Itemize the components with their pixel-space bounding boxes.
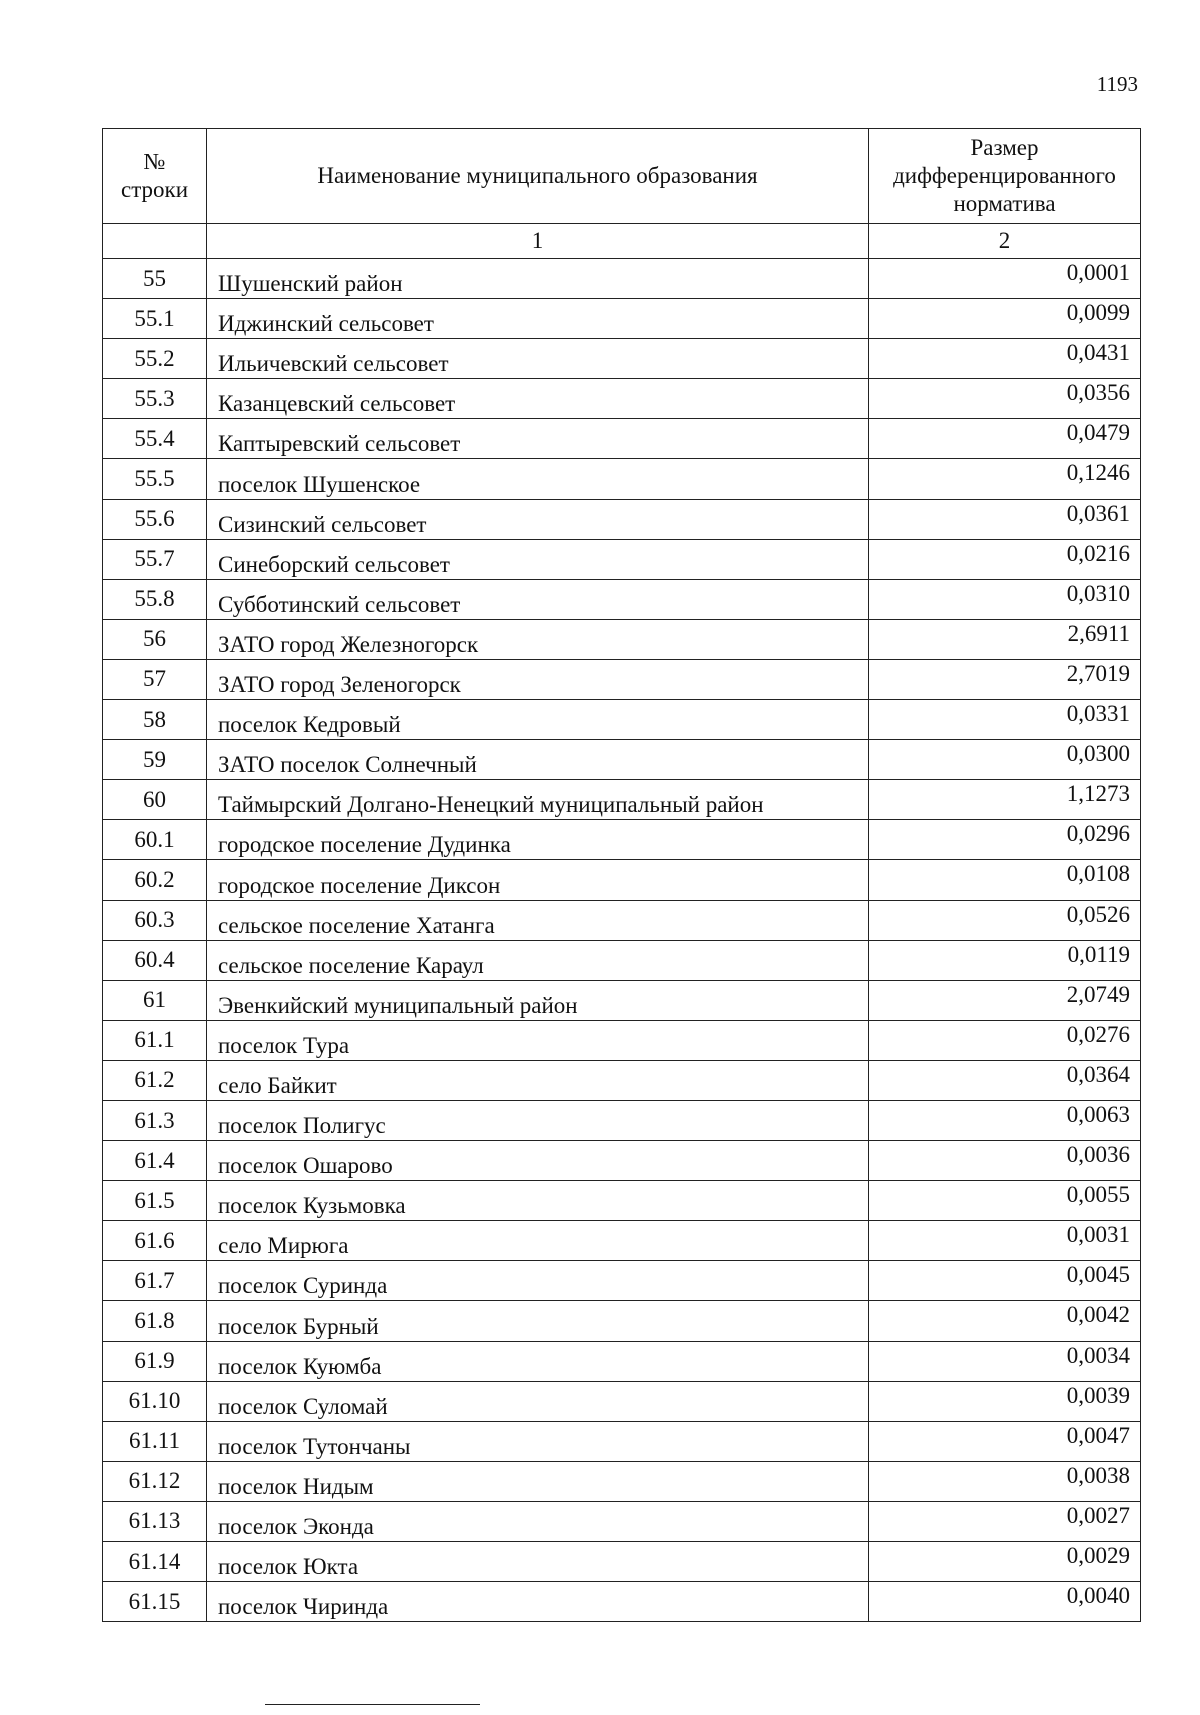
municipality-name: Шушенский район (207, 259, 869, 299)
municipality-name: Синеборский сельсовет (207, 539, 869, 579)
row-number: 57 (103, 659, 207, 699)
row-number: 61.13 (103, 1501, 207, 1541)
municipality-name: Казанцевский сельсовет (207, 379, 869, 419)
municipality-name: поселок Шушенское (207, 459, 869, 499)
municipality-name: поселок Ошарово (207, 1141, 869, 1181)
municipality-name: Субботинский сельсовет (207, 579, 869, 619)
normative-value: 0,0055 (869, 1181, 1141, 1221)
table-row (103, 1341, 1141, 1381)
normative-value: 0,0108 (869, 860, 1141, 900)
row-number: 60.2 (103, 860, 207, 900)
municipality-name: Каптыревский сельсовет (207, 419, 869, 459)
column-index-value: 2 (869, 224, 1141, 259)
header-value-line-1: Размер (970, 135, 1039, 160)
row-number: 61.9 (103, 1341, 207, 1381)
normative-table (102, 128, 1141, 1622)
table-row (103, 860, 1141, 900)
table-row (103, 499, 1141, 539)
table-row (103, 579, 1141, 619)
municipality-name: Иджинский сельсовет (207, 299, 869, 339)
municipality-name: поселок Кузьмовка (207, 1181, 869, 1221)
normative-value: 0,0119 (869, 940, 1141, 980)
normative-value: 0,0031 (869, 1221, 1141, 1261)
row-number: 55.3 (103, 379, 207, 419)
row-number: 60 (103, 780, 207, 820)
table-row (103, 1060, 1141, 1100)
row-number: 58 (103, 700, 207, 740)
table-row (103, 539, 1141, 579)
row-number: 55 (103, 259, 207, 299)
normative-value: 2,6911 (869, 619, 1141, 659)
municipality-name: ЗАТО город Железногорск (207, 619, 869, 659)
normative-value: 0,0276 (869, 1020, 1141, 1060)
row-number: 61.15 (103, 1582, 207, 1622)
table-header-row (103, 129, 1141, 224)
normative-value: 1,1273 (869, 780, 1141, 820)
row-number: 60.3 (103, 900, 207, 940)
normative-value: 0,0300 (869, 740, 1141, 780)
table-row (103, 459, 1141, 499)
normative-value: 2,0749 (869, 980, 1141, 1020)
row-number: 61.11 (103, 1421, 207, 1461)
table-row (103, 780, 1141, 820)
municipality-name: село Байкит (207, 1060, 869, 1100)
normative-value: 0,0364 (869, 1060, 1141, 1100)
normative-value: 0,0431 (869, 339, 1141, 379)
municipality-name: поселок Тура (207, 1020, 869, 1060)
table-row (103, 980, 1141, 1020)
footer-divider (265, 1704, 480, 1705)
normative-value: 0,0047 (869, 1421, 1141, 1461)
table-row (103, 1141, 1141, 1181)
municipality-name: поселок Эконда (207, 1501, 869, 1541)
column-index-row (103, 224, 1141, 259)
municipality-name: поселок Юкта (207, 1542, 869, 1582)
normative-value: 0,1246 (869, 459, 1141, 499)
table-body (103, 259, 1141, 1622)
row-number: 61.12 (103, 1461, 207, 1501)
normative-value: 2,7019 (869, 659, 1141, 699)
municipality-name: поселок Чиринда (207, 1582, 869, 1622)
row-number: 61.8 (103, 1301, 207, 1341)
municipality-name: поселок Куюмба (207, 1341, 869, 1381)
normative-value: 0,0356 (869, 379, 1141, 419)
municipality-name: поселок Нидым (207, 1461, 869, 1501)
row-number: 55.7 (103, 539, 207, 579)
normative-value: 0,0310 (869, 579, 1141, 619)
municipality-name: Таймырский Долгано-Ненецкий муниципальный район (207, 780, 869, 820)
row-number: 60.4 (103, 940, 207, 980)
municipality-name: поселок Суринда (207, 1261, 869, 1301)
row-number: 61.1 (103, 1020, 207, 1060)
table-row (103, 379, 1141, 419)
municipality-name: поселок Полигус (207, 1100, 869, 1140)
table-row (103, 299, 1141, 339)
normative-value: 0,0045 (869, 1261, 1141, 1301)
row-number: 61.2 (103, 1060, 207, 1100)
municipality-name: сельское поселение Караул (207, 940, 869, 980)
row-number: 55.5 (103, 459, 207, 499)
normative-value: 0,0040 (869, 1582, 1141, 1622)
municipality-name: поселок Суломай (207, 1381, 869, 1421)
table-row (103, 1421, 1141, 1461)
table-row (103, 1501, 1141, 1541)
row-number: 55.1 (103, 299, 207, 339)
table-row (103, 1221, 1141, 1261)
normative-value: 0,0036 (869, 1141, 1141, 1181)
normative-value: 0,0027 (869, 1501, 1141, 1541)
header-value-line-2: дифференцированного (893, 163, 1116, 188)
table-row (103, 1100, 1141, 1140)
normative-value: 0,0042 (869, 1301, 1141, 1341)
header-value-line-3: норматива (953, 191, 1056, 216)
row-number: 61.10 (103, 1381, 207, 1421)
row-number: 61.5 (103, 1181, 207, 1221)
table-row (103, 1261, 1141, 1301)
normative-value: 0,0039 (869, 1381, 1141, 1421)
table-row (103, 1301, 1141, 1341)
header-normative-size (869, 129, 1141, 224)
row-number: 60.1 (103, 820, 207, 860)
normative-value: 0,0479 (869, 419, 1141, 459)
normative-value: 0,0038 (869, 1461, 1141, 1501)
table-row (103, 900, 1141, 940)
header-municipality-name: Наименование муниципального образования (207, 129, 869, 224)
municipality-name: Ильичевский сельсовет (207, 339, 869, 379)
municipality-name: городское поселение Дудинка (207, 820, 869, 860)
table-row (103, 1181, 1141, 1221)
normative-value: 0,0063 (869, 1100, 1141, 1140)
table-row (103, 1020, 1141, 1060)
column-index-name: 1 (207, 224, 869, 259)
municipality-name: ЗАТО город Зеленогорск (207, 659, 869, 699)
table-row (103, 1582, 1141, 1622)
table-row (103, 1381, 1141, 1421)
table-row (103, 700, 1141, 740)
row-number: 55.2 (103, 339, 207, 379)
table-row (103, 820, 1141, 860)
row-number: 59 (103, 740, 207, 780)
normative-value: 0,0331 (869, 700, 1141, 740)
normative-value: 0,0216 (869, 539, 1141, 579)
table-row (103, 619, 1141, 659)
table-row (103, 940, 1141, 980)
row-number: 61.14 (103, 1542, 207, 1582)
municipality-name: ЗАТО поселок Солнечный (207, 740, 869, 780)
row-number: 61 (103, 980, 207, 1020)
normative-value: 0,0034 (869, 1341, 1141, 1381)
row-number: 55.8 (103, 579, 207, 619)
municipality-name: городское поселение Диксон (207, 860, 869, 900)
normative-value: 0,0526 (869, 900, 1141, 940)
municipality-name: сельское поселение Хатанга (207, 900, 869, 940)
header-num-symbol: № (143, 149, 166, 174)
row-number: 56 (103, 619, 207, 659)
municipality-name: поселок Кедровый (207, 700, 869, 740)
row-number: 55.6 (103, 499, 207, 539)
row-number: 55.4 (103, 419, 207, 459)
municipality-name: поселок Бурный (207, 1301, 869, 1341)
table-row (103, 659, 1141, 699)
table-row (103, 259, 1141, 299)
normative-value: 0,0001 (869, 259, 1141, 299)
municipality-name: село Мирюга (207, 1221, 869, 1261)
normative-value: 0,0296 (869, 820, 1141, 860)
municipality-name: поселок Тутончаны (207, 1421, 869, 1461)
normative-value: 0,0099 (869, 299, 1141, 339)
normative-value: 0,0361 (869, 499, 1141, 539)
header-row-number (103, 129, 207, 224)
row-number: 61.4 (103, 1141, 207, 1181)
table-row (103, 1461, 1141, 1501)
column-index-num (103, 224, 207, 259)
table-row (103, 419, 1141, 459)
municipality-name: Эвенкийский муниципальный район (207, 980, 869, 1020)
row-number: 61.3 (103, 1100, 207, 1140)
row-number: 61.7 (103, 1261, 207, 1301)
row-number: 61.6 (103, 1221, 207, 1261)
table-row (103, 339, 1141, 379)
normative-value: 0,0029 (869, 1542, 1141, 1582)
table-row (103, 1542, 1141, 1582)
municipality-name: Сизинский сельсовет (207, 499, 869, 539)
table-row (103, 740, 1141, 780)
page-number: 1193 (1096, 72, 1138, 96)
header-num-label: строки (120, 177, 189, 202)
